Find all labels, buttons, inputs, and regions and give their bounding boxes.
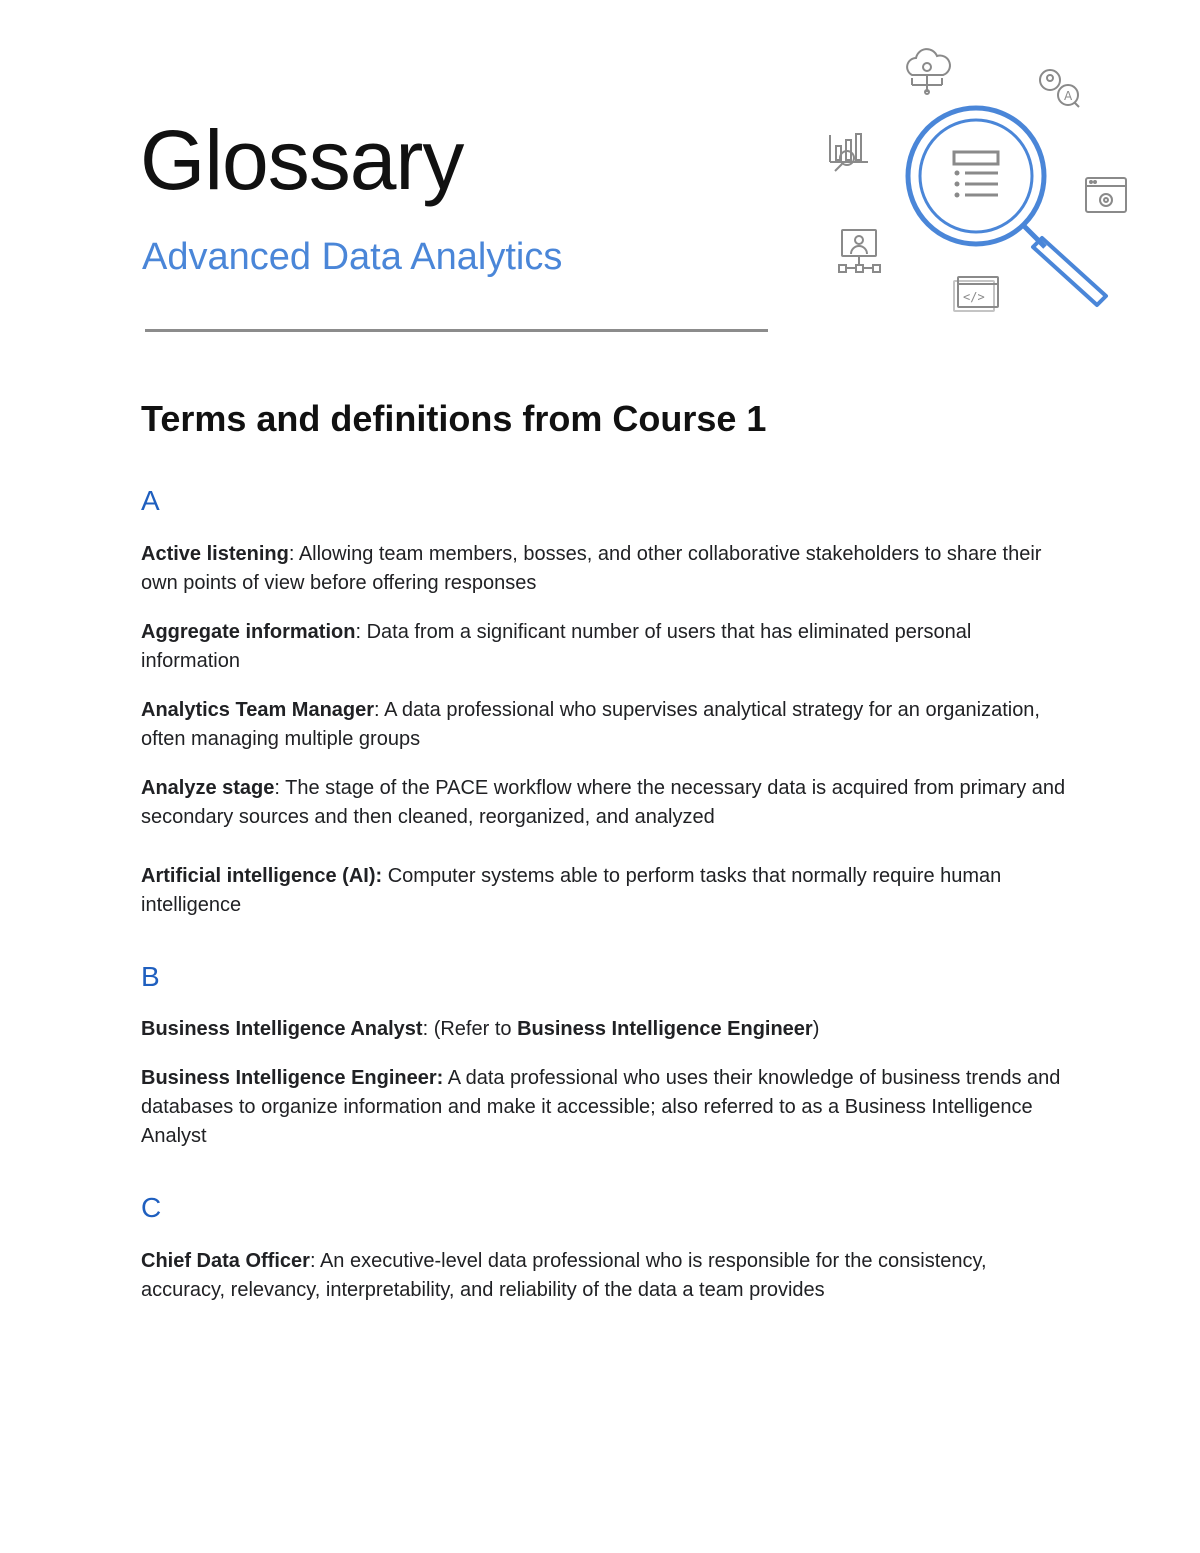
svg-text:</>: </> [963,290,985,304]
glossary-definition: The stage of the PACE workflow where the necessary data is acquired from primary and secondary sources and then cleaned, reorganized, and analyzed [141,776,1066,828]
section-title: Terms and definitions from Course 1 [141,398,767,439]
group-letter: C [141,1192,162,1224]
page-subtitle: Advanced Data Analytics [142,236,563,278]
term-separator: : [422,1018,429,1041]
term-separator: : [355,620,362,643]
chart-search-icon [830,134,868,171]
page-title: Glossary [140,113,464,207]
term-separator: : [436,1067,444,1090]
cloud-network-icon [907,49,950,94]
glossary-entry [141,540,1071,598]
glossary-definition: An executive-level data professional who is responsible for the consistency, accuracy, relevancy, interpretability, and reliability of the data a team provides [141,1249,987,1301]
glossary-definition: Data from a significant number of users that has eliminated personal information [141,620,972,672]
glossary-term: Artificial intelligence (AI) [141,864,376,887]
glossary-term: Analyze stage [141,776,275,799]
glossary-definition-end: ) [812,1018,820,1041]
glossary-definition: A data professional who uses their knowledge of business trends and databases to organize information and make it accessible; also referred to as a Business Intelligence Analyst [141,1067,1061,1148]
glossary-definition: Allowing team members, bosses, and other collaborative stakeholders to share their own points of view before offering responses [141,542,1042,594]
term-separator: : [309,1249,316,1272]
glossary-entry [141,774,1071,832]
glossary-group-a [141,484,1071,920]
glossary-entry [141,618,1071,676]
svg-text:A: A [1064,89,1073,103]
glossary-definition: A data professional who supervises analytical strategy for an organization, often managing multiple groups [141,698,1040,750]
glossary-content [141,484,1071,1345]
glossary-reference: Business Intelligence Engineer [517,1018,813,1041]
glossary-term: Chief Data Officer [141,1249,310,1272]
term-separator: : [375,864,383,887]
glossary-entry [141,1015,1071,1044]
group-letter: A [141,485,160,516]
glossary-term: Aggregate information [141,620,356,643]
magnifying-glass-icon [908,108,1106,305]
glossary-definition: (Refer to [428,1018,518,1041]
term-separator: : [374,698,380,721]
group-letter: B [141,960,160,992]
glossary-term: Analytics Team Manager [141,698,375,721]
glossary-term: Business Intelligence Analyst [141,1018,423,1041]
glossary-term: Business Intelligence Engineer [141,1067,437,1090]
glossary-entry [141,1064,1071,1151]
code-window-icon [954,277,998,311]
glossary-group-b [141,960,1071,1152]
glossary-definition: Computer systems able to perform tasks that normally require human intelligence [141,864,1002,916]
glossary-term: Active listening [141,542,289,565]
glossary-entry [141,862,1071,920]
term-separator: : [274,776,280,799]
glossary-entry [141,696,1071,754]
glossary-group-c [141,1191,1071,1305]
settings-window-icon [1086,178,1126,212]
search-chat-icon [1040,70,1079,107]
glossary-entry [141,1247,1071,1305]
title-divider [145,329,768,332]
hero-illustration [820,40,1150,320]
user-network-icon [839,230,880,272]
term-separator: : [288,542,295,565]
